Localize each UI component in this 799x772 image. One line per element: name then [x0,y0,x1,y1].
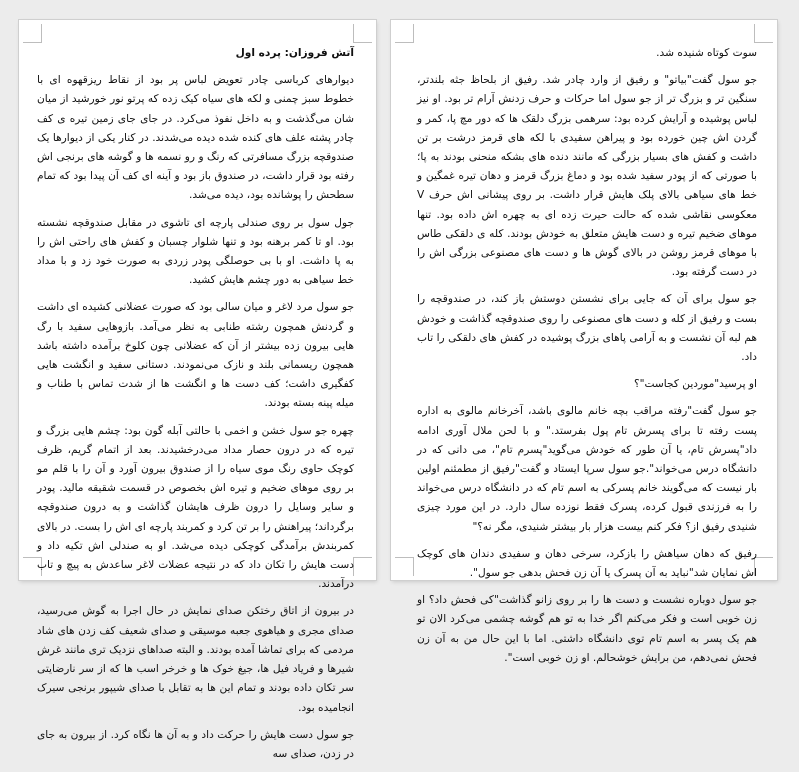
paragraph: جو سول گفت"رفته مراقب بچه خانم مالوی باشد، آخرخانم مالوی به اداره پست رفته تا برای پسرش تام پول بفرستد." و با لحن ملال آوری ادامه داد"پسرش تام، یا آن طور که خودش می‌گوید"پسرم تام"، می دانی که در دانشگاه درس می‌خواند".جو سول سرپا ایستاد و گفت"رفیق از مطمئنم اولین بار نیست که می‌گویند خانم پسرکی به اسم تام که در دانشگاه درس می‌خواند را به فرزندی قبول کرده، پسرک فقط نوزده سال دارد. در این مورد چیزی شنیدی رفیق از؟ فکر کنم بیست هزار بار بیشتر شنیدی، مگر نه؟" [417,405,757,533]
paragraph: جو سول برای آن که جایی برای نشستن دوستش باز کند، در صندوقچه را بست و رفیق از کله و دست های مصنوعی را روی صندوقچه گذاشت و خودش هم لبه آن نشست و به آرامی پاهای بزرگ پوشیده در کفش های دلقکی را تاب داد. [417,293,757,364]
margin-crop-mark [23,24,42,43]
paragraph: جول سول بر روی صندلی پارچه ای تاشوی در مقابل صندوقچه نشسته بود. او تا کمر برهنه بود و تنها شلوار چسبان و کفش های راحتی اش را به پا داشت. او با بی حوصلگی پودر زردی به صورت خود زد و با مداد خط سیاهی به دور چشم هایش کشید. [37,216,354,287]
left-page-text[interactable] [37,44,354,772]
paragraph: سوت کوتاه شنیده شد. [656,47,757,59]
margin-crop-mark [353,557,372,576]
paragraph: دیوارهای کرباسی چادر تعویض لباس پر بود از نقاط ریزقهوه ای با خطوط سبز چمنی و لکه های سیاه کیک زده که پرتو نور خورشید از میان شان می‌گذشت و به داخل نفوذ می‌کرد. در جای جای زمین تیره ی کف چادر پشته علف های کنده شده دیده می‌شدند. در کنار یکی از دیوارها یک صندوقچه بزرگ مسافرتی که رنگ و رو نسمه ها و گوشه های برنجی اش رفته بود قرار داشت، در صندوق باز بود و آینه ای کف آن پیدا بود که تمام سطحش را پوشانده بود، دیده می‌شد. [37,74,354,202]
left-page [19,20,376,760]
paragraph: جو سول دوباره نشست و دست ها را بر روی زانو گذاشت"کی فحش داد؟ او زن خوبی است و فکر می‌کنم اگر خدا به تو هم گوشه چشمی می‌کرد الان تو هم یک پسر به اسم تام توی دانشگاه داشتی. اما با این حال من به آن زن فحش نمی‌دهم، من برایش خوشحالم. او زن خوبی است". [417,594,757,664]
right-page [391,20,777,664]
paragraph: جو سول گفت"بیاتو" و رفیق از وارد چادر شد. رفیق از بلحاظ جثه بلندتر، سنگین تر و بزرگ تر از جو سول اما حرکات و حرف زدنش آرام تر بود. او نیز لباس پوشیده و آرایش کرده بود: سرهمی بزرگ دلقک ها که دور مچ پا، کمر و گردن اش چین خورده بود و پیراهن سفیدی با لکه های قرمز درشت بر تن داشت و کفش های بسیار بزرگی که مانند دنده های بشکه منحنی بودند به پا؛ با صورتی که از پودر سفید شده بود و دماغ بزرگ قرمز و دهان تیره غمگین و خط های سیاهی بالای پلک هایش قرار داشت. بر روی پیشانی اش حرف V معکوسی نقاشی شده که حالت حیرت زده ای به چهره اش داده بود. تنها موهای ضخیم تیره و دست هایش متعلق به خودش بودند. کله ی دلقکی طاس با موهای قرمز روشن در بالای گوش ها و دست های مصنوعی بزرگی اش را در دست گرفته بود. [417,74,757,279]
paragraph: در بیرون از اتاق رختکن صدای نمایش در حال اجرا به گوش می‌رسید، صدای مجری و هیاهوی جعبه موسیقی و صدای شعیف کف زدن های شاد مردمی که برای تماشا آمده بودند. و البته صداهای نزدیک تری مانند غرش شیرها و فریاد فیل ها، جیغ خوک ها و خرخر اسب ها که از سر نارضایتی سر تکان داده بودند و تمام این ها به تقابل با صدای شیپور برنجی سیرک انجامیده بود. [37,605,354,714]
margin-crop-mark [395,557,414,576]
paragraph: جو سول دست هایش را حرکت داد و به آن ها نگاه کرد. از بیرون به جای در زدن، صدای سه [37,728,354,760]
margin-crop-mark [754,24,773,43]
paragraph: رفیق که دهان سیاهش را بازکرد، سرخی دهان و سفیدی دندان های کوچک اش نمایان شد"نباید به آن پسرک یا آن زن فحش بدهی جو سول". [417,547,757,580]
margin-crop-mark [395,24,414,43]
margin-crop-mark [353,24,372,43]
chapter-title: آتش فروزان: پرده اول [235,47,354,59]
paragraph: چهره جو سول خشن و اخمی با حالتی آبله گون بود: چشم هایی بزرگ و تیره که در درون حصار مداد می‌درخشیدند. بعد از اتمام گریم، ظرف کوچک حاوی رنگ موی سیاه را از صندوق بیرون آورد و آن را با قلم مو بر روی موهای ضخیم و تیره اش بخصوص در قسمت شقیقه مالید. پودر و سایر وسایل را درون ظرف هایشان گذاشت و به درون صندوقچه برگرداند؛ پیراهنش را بر تن کرد و کمربند پارچه ای اش را بست. در بالای کمربندش برآمدگی کوچکی دیده می‌شد. او به صندلی اش تکیه داد و دست هایش را تکان داد که در نتیجه عضلات لاغر ساعدش به پیچ و تاب درآمدند. [37,424,354,591]
right-page-text[interactable] [417,44,757,676]
paragraph: او پرسید"موردین کجاست"؟ [634,378,757,391]
paragraph: جو سول مرد لاغر و میان سالی بود که صورت عضلانی کشیده ای داشت و گردنش همچون رشته طنابی به نظر می‌آمد. بازوهایی سفید با رگ هایی بیرون زده بیشتر از آن که عضلانی چون کلوخ برآمده داشته باشد همچون ریسمانی بلند و نازک می‌نمودند. دستانی سفید و انگشت هایی کفگیری داشت؛ کف دست ها و انگشت ها از شدت تماس با طناب و میله پینه بسته بودند. [37,301,354,410]
